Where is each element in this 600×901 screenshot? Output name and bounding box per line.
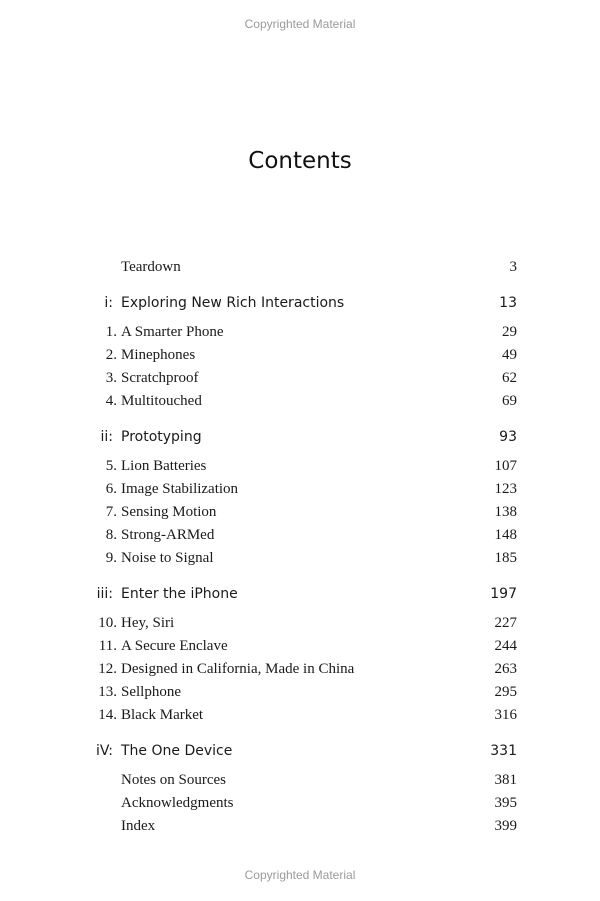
- entry-page-number: 399: [494, 818, 517, 834]
- entry-page-number: 295: [494, 684, 517, 700]
- entry-title: Scratchproof: [121, 370, 199, 386]
- entry-title: Hey, Siri: [121, 615, 175, 631]
- toc-chapter-entry[interactable]: [0, 478, 600, 501]
- toc-chapter-entry[interactable]: [0, 658, 600, 681]
- toc-chapter-entry[interactable]: [0, 501, 600, 524]
- entry-number: 5.: [105, 458, 117, 474]
- entry-page-number: 107: [494, 458, 517, 474]
- entry-page-number: 93: [499, 429, 517, 445]
- toc-part-entry[interactable]: [0, 426, 600, 449]
- entry-page-number: 13: [499, 295, 517, 311]
- entry-title: Notes on Sources: [121, 772, 226, 788]
- entry-number: 13.: [98, 684, 117, 700]
- entry-page-number: 227: [494, 615, 517, 631]
- entry-title: Designed in California, Made in China: [121, 661, 355, 677]
- entry-number: ii:: [100, 429, 113, 445]
- entry-page-number: 49: [502, 347, 517, 363]
- entry-title: Sensing Motion: [121, 504, 217, 520]
- entry-title: Enter the iPhone: [121, 586, 238, 602]
- entry-page-number: 316: [494, 707, 517, 723]
- toc-chapter-entry[interactable]: [0, 792, 600, 815]
- toc-chapter-entry[interactable]: [0, 524, 600, 547]
- entry-page-number: 69: [502, 393, 517, 409]
- entry-page-number: 197: [490, 586, 517, 602]
- entry-page-number: 29: [502, 324, 517, 340]
- toc-chapter-entry[interactable]: [0, 769, 600, 792]
- toc-chapter-entry[interactable]: [0, 256, 600, 279]
- toc-chapter-entry[interactable]: [0, 815, 600, 838]
- entry-number: 1.: [105, 324, 117, 340]
- entry-page-number: 244: [494, 638, 517, 654]
- toc-part-entry[interactable]: [0, 583, 600, 606]
- toc-chapter-entry[interactable]: [0, 704, 600, 727]
- toc-chapter-entry[interactable]: [0, 635, 600, 658]
- toc-chapter-entry[interactable]: [0, 367, 600, 390]
- entry-title: Image Stabilization: [121, 481, 239, 497]
- entry-title: Noise to Signal: [121, 550, 214, 566]
- entry-number: 12.: [98, 661, 117, 677]
- toc-part-entry[interactable]: [0, 740, 600, 763]
- entry-title: Exploring New Rich Interactions: [121, 295, 345, 311]
- entry-page-number: 263: [494, 661, 517, 677]
- toc-chapter-entry[interactable]: [0, 547, 600, 570]
- entry-number: 9.: [105, 550, 117, 566]
- entry-number: 11.: [98, 638, 117, 654]
- toc-chapter-entry[interactable]: [0, 390, 600, 413]
- entry-title: Minephones: [121, 347, 196, 363]
- entry-page-number: 123: [494, 481, 517, 497]
- entry-number: 6.: [105, 481, 117, 497]
- page-title: Contents: [248, 148, 352, 174]
- entry-number: 7.: [105, 504, 117, 520]
- entry-page-number: 138: [494, 504, 517, 520]
- entry-title: Index: [121, 818, 156, 834]
- entry-number: 8.: [105, 527, 117, 543]
- entry-number: 10.: [98, 615, 117, 631]
- entry-title: Prototyping: [121, 429, 202, 445]
- entry-number: i:: [104, 295, 113, 311]
- entry-page-number: 148: [494, 527, 517, 543]
- entry-page-number: 331: [490, 743, 517, 759]
- entry-title: Multitouched: [121, 393, 202, 409]
- entry-title: The One Device: [121, 743, 233, 759]
- copyright-watermark-top: Copyrighted Material: [244, 17, 356, 31]
- toc-chapter-entry[interactable]: [0, 681, 600, 704]
- entry-number: 14.: [98, 707, 117, 723]
- entry-number: 4.: [105, 393, 117, 409]
- entry-page-number: 3: [509, 259, 517, 275]
- toc-chapter-entry[interactable]: [0, 321, 600, 344]
- entry-title: A Secure Enclave: [121, 638, 228, 654]
- entry-page-number: 185: [494, 550, 517, 566]
- copyright-watermark-bottom: Copyrighted Material: [244, 868, 356, 882]
- toc-part-entry[interactable]: [0, 292, 600, 315]
- entry-title: Black Market: [121, 707, 204, 723]
- entry-title: Strong-ARMed: [121, 527, 215, 543]
- toc-chapter-entry[interactable]: [0, 455, 600, 478]
- toc-chapter-entry[interactable]: [0, 612, 600, 635]
- entry-title: A Smarter Phone: [121, 324, 224, 340]
- entry-title: Lion Batteries: [121, 458, 207, 474]
- entry-title: Acknowledgments: [121, 795, 234, 811]
- toc-chapter-entry[interactable]: [0, 344, 600, 367]
- entry-number: iii:: [96, 586, 113, 602]
- entry-number: iV:: [95, 743, 113, 759]
- entry-title: Sellphone: [121, 684, 181, 700]
- entry-page-number: 381: [494, 772, 517, 788]
- entry-page-number: 395: [494, 795, 517, 811]
- entry-title: Teardown: [121, 259, 181, 275]
- table-of-contents: [0, 256, 600, 838]
- entry-page-number: 62: [502, 370, 517, 386]
- entry-number: 3.: [105, 370, 117, 386]
- entry-number: 2.: [105, 347, 117, 363]
